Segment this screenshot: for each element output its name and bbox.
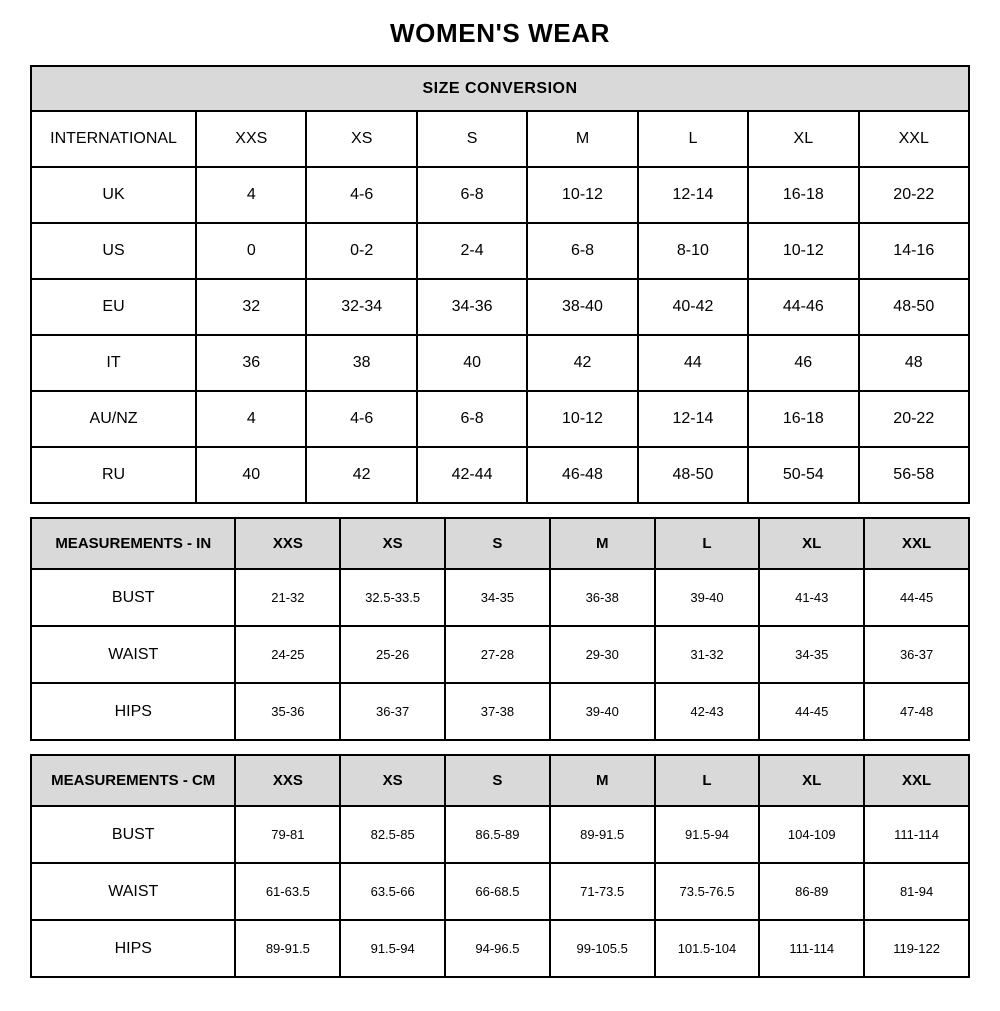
row-label: BUST [31, 569, 235, 626]
table-row [31, 626, 969, 683]
column-header: M [550, 518, 655, 569]
size-value: 41-43 [759, 569, 864, 626]
size-value: 48-50 [859, 279, 969, 335]
size-value: 20-22 [859, 391, 969, 447]
size-value: 56-58 [859, 447, 969, 503]
column-header: XXS [196, 111, 306, 167]
column-header: S [445, 755, 550, 806]
size-value: 42-44 [417, 447, 527, 503]
table-row [31, 683, 969, 740]
column-header: M [527, 111, 637, 167]
size-value: 48 [859, 335, 969, 391]
size-value: 31-32 [655, 626, 760, 683]
row-label: BUST [31, 806, 235, 863]
size-value: 44-46 [748, 279, 858, 335]
size-value: 42 [306, 447, 416, 503]
column-header: XXL [864, 755, 969, 806]
column-header: XS [340, 755, 445, 806]
size-value: 8-10 [638, 223, 748, 279]
size-value: 48-50 [638, 447, 748, 503]
measurements-cm-table [30, 754, 970, 978]
measurements-cm-title-cell: MEASUREMENTS - CM [31, 755, 235, 806]
size-value: 42 [527, 335, 637, 391]
table-row [31, 391, 969, 447]
column-header: XL [748, 111, 858, 167]
size-value: 10-12 [748, 223, 858, 279]
size-value: 82.5-85 [340, 806, 445, 863]
size-value: 4 [196, 391, 306, 447]
size-value: 4 [196, 167, 306, 223]
column-header: L [655, 755, 760, 806]
size-value: 6-8 [417, 391, 527, 447]
measurements-in-title-cell: MEASUREMENTS - IN [31, 518, 235, 569]
table-row [31, 279, 969, 335]
size-value: 34-35 [445, 569, 550, 626]
size-value: 39-40 [655, 569, 760, 626]
table-row [31, 806, 969, 863]
size-value: 66-68.5 [445, 863, 550, 920]
size-value: 44-45 [759, 683, 864, 740]
size-value: 14-16 [859, 223, 969, 279]
table-row [31, 920, 969, 977]
row-label: US [31, 223, 196, 279]
size-value: 38 [306, 335, 416, 391]
size-value: 50-54 [748, 447, 858, 503]
size-conversion-banner: SIZE CONVERSION [31, 66, 969, 111]
column-header: S [417, 111, 527, 167]
column-header: XXL [859, 111, 969, 167]
size-value: 34-35 [759, 626, 864, 683]
size-value: 86.5-89 [445, 806, 550, 863]
row-label: HIPS [31, 683, 235, 740]
table-row [31, 167, 969, 223]
size-value: 101.5-104 [655, 920, 760, 977]
size-value: 32 [196, 279, 306, 335]
size-value: 16-18 [748, 167, 858, 223]
size-value: 104-109 [759, 806, 864, 863]
size-value: 40-42 [638, 279, 748, 335]
table-header-row [31, 755, 969, 806]
size-value: 36-37 [340, 683, 445, 740]
size-value: 61-63.5 [235, 863, 340, 920]
size-value: 35-36 [235, 683, 340, 740]
size-value: 4-6 [306, 391, 416, 447]
table-row [31, 863, 969, 920]
size-value: 40 [196, 447, 306, 503]
size-value: 16-18 [748, 391, 858, 447]
size-value: 71-73.5 [550, 863, 655, 920]
size-value: 46 [748, 335, 858, 391]
size-value: 36 [196, 335, 306, 391]
size-value: 79-81 [235, 806, 340, 863]
size-conversion-table [30, 65, 970, 504]
size-value: 34-36 [417, 279, 527, 335]
measurements-in-table [30, 517, 970, 741]
column-header: XXS [235, 755, 340, 806]
size-value: 38-40 [527, 279, 637, 335]
size-value: 81-94 [864, 863, 969, 920]
size-value: 4-6 [306, 167, 416, 223]
size-value: 91.5-94 [340, 920, 445, 977]
table-header-row [31, 518, 969, 569]
column-header: XS [340, 518, 445, 569]
size-value: 32-34 [306, 279, 416, 335]
size-value: 21-32 [235, 569, 340, 626]
column-header: M [550, 755, 655, 806]
size-value: 10-12 [527, 167, 637, 223]
row-label: AU/NZ [31, 391, 196, 447]
row-label: RU [31, 447, 196, 503]
page-title: WOMEN'S WEAR [390, 18, 610, 48]
table-banner-row [31, 66, 969, 111]
size-conversion-title-cell: INTERNATIONAL [31, 111, 196, 167]
column-header: XXL [864, 518, 969, 569]
size-value: 0-2 [306, 223, 416, 279]
size-value: 37-38 [445, 683, 550, 740]
column-header: XL [759, 755, 864, 806]
row-label: IT [31, 335, 196, 391]
row-label: EU [31, 279, 196, 335]
size-value: 10-12 [527, 391, 637, 447]
size-value: 27-28 [445, 626, 550, 683]
size-value: 47-48 [864, 683, 969, 740]
size-value: 73.5-76.5 [655, 863, 760, 920]
table-row [31, 335, 969, 391]
table-header-row [31, 111, 969, 167]
size-value: 39-40 [550, 683, 655, 740]
size-value: 20-22 [859, 167, 969, 223]
size-value: 89-91.5 [550, 806, 655, 863]
size-value: 36-37 [864, 626, 969, 683]
column-header: L [655, 518, 760, 569]
row-label: WAIST [31, 863, 235, 920]
size-value: 91.5-94 [655, 806, 760, 863]
size-value: 29-30 [550, 626, 655, 683]
size-value: 2-4 [417, 223, 527, 279]
size-value: 119-122 [864, 920, 969, 977]
size-value: 25-26 [340, 626, 445, 683]
size-value: 12-14 [638, 391, 748, 447]
size-value: 94-96.5 [445, 920, 550, 977]
size-value: 42-43 [655, 683, 760, 740]
size-value: 63.5-66 [340, 863, 445, 920]
row-label: WAIST [31, 626, 235, 683]
size-value: 44 [638, 335, 748, 391]
table-row [31, 223, 969, 279]
row-label: UK [31, 167, 196, 223]
column-header: S [445, 518, 550, 569]
size-value: 32.5-33.5 [340, 569, 445, 626]
size-value: 111-114 [864, 806, 969, 863]
size-value: 6-8 [527, 223, 637, 279]
column-header: L [638, 111, 748, 167]
column-header: XXS [235, 518, 340, 569]
size-value: 12-14 [638, 167, 748, 223]
column-header: XL [759, 518, 864, 569]
column-header: XS [306, 111, 416, 167]
table-row [31, 447, 969, 503]
table-row [31, 569, 969, 626]
size-value: 40 [417, 335, 527, 391]
size-value: 36-38 [550, 569, 655, 626]
size-value: 0 [196, 223, 306, 279]
size-value: 46-48 [527, 447, 637, 503]
size-value: 111-114 [759, 920, 864, 977]
row-label: HIPS [31, 920, 235, 977]
size-value: 99-105.5 [550, 920, 655, 977]
size-value: 6-8 [417, 167, 527, 223]
size-value: 44-45 [864, 569, 969, 626]
size-value: 89-91.5 [235, 920, 340, 977]
size-value: 24-25 [235, 626, 340, 683]
size-value: 86-89 [759, 863, 864, 920]
